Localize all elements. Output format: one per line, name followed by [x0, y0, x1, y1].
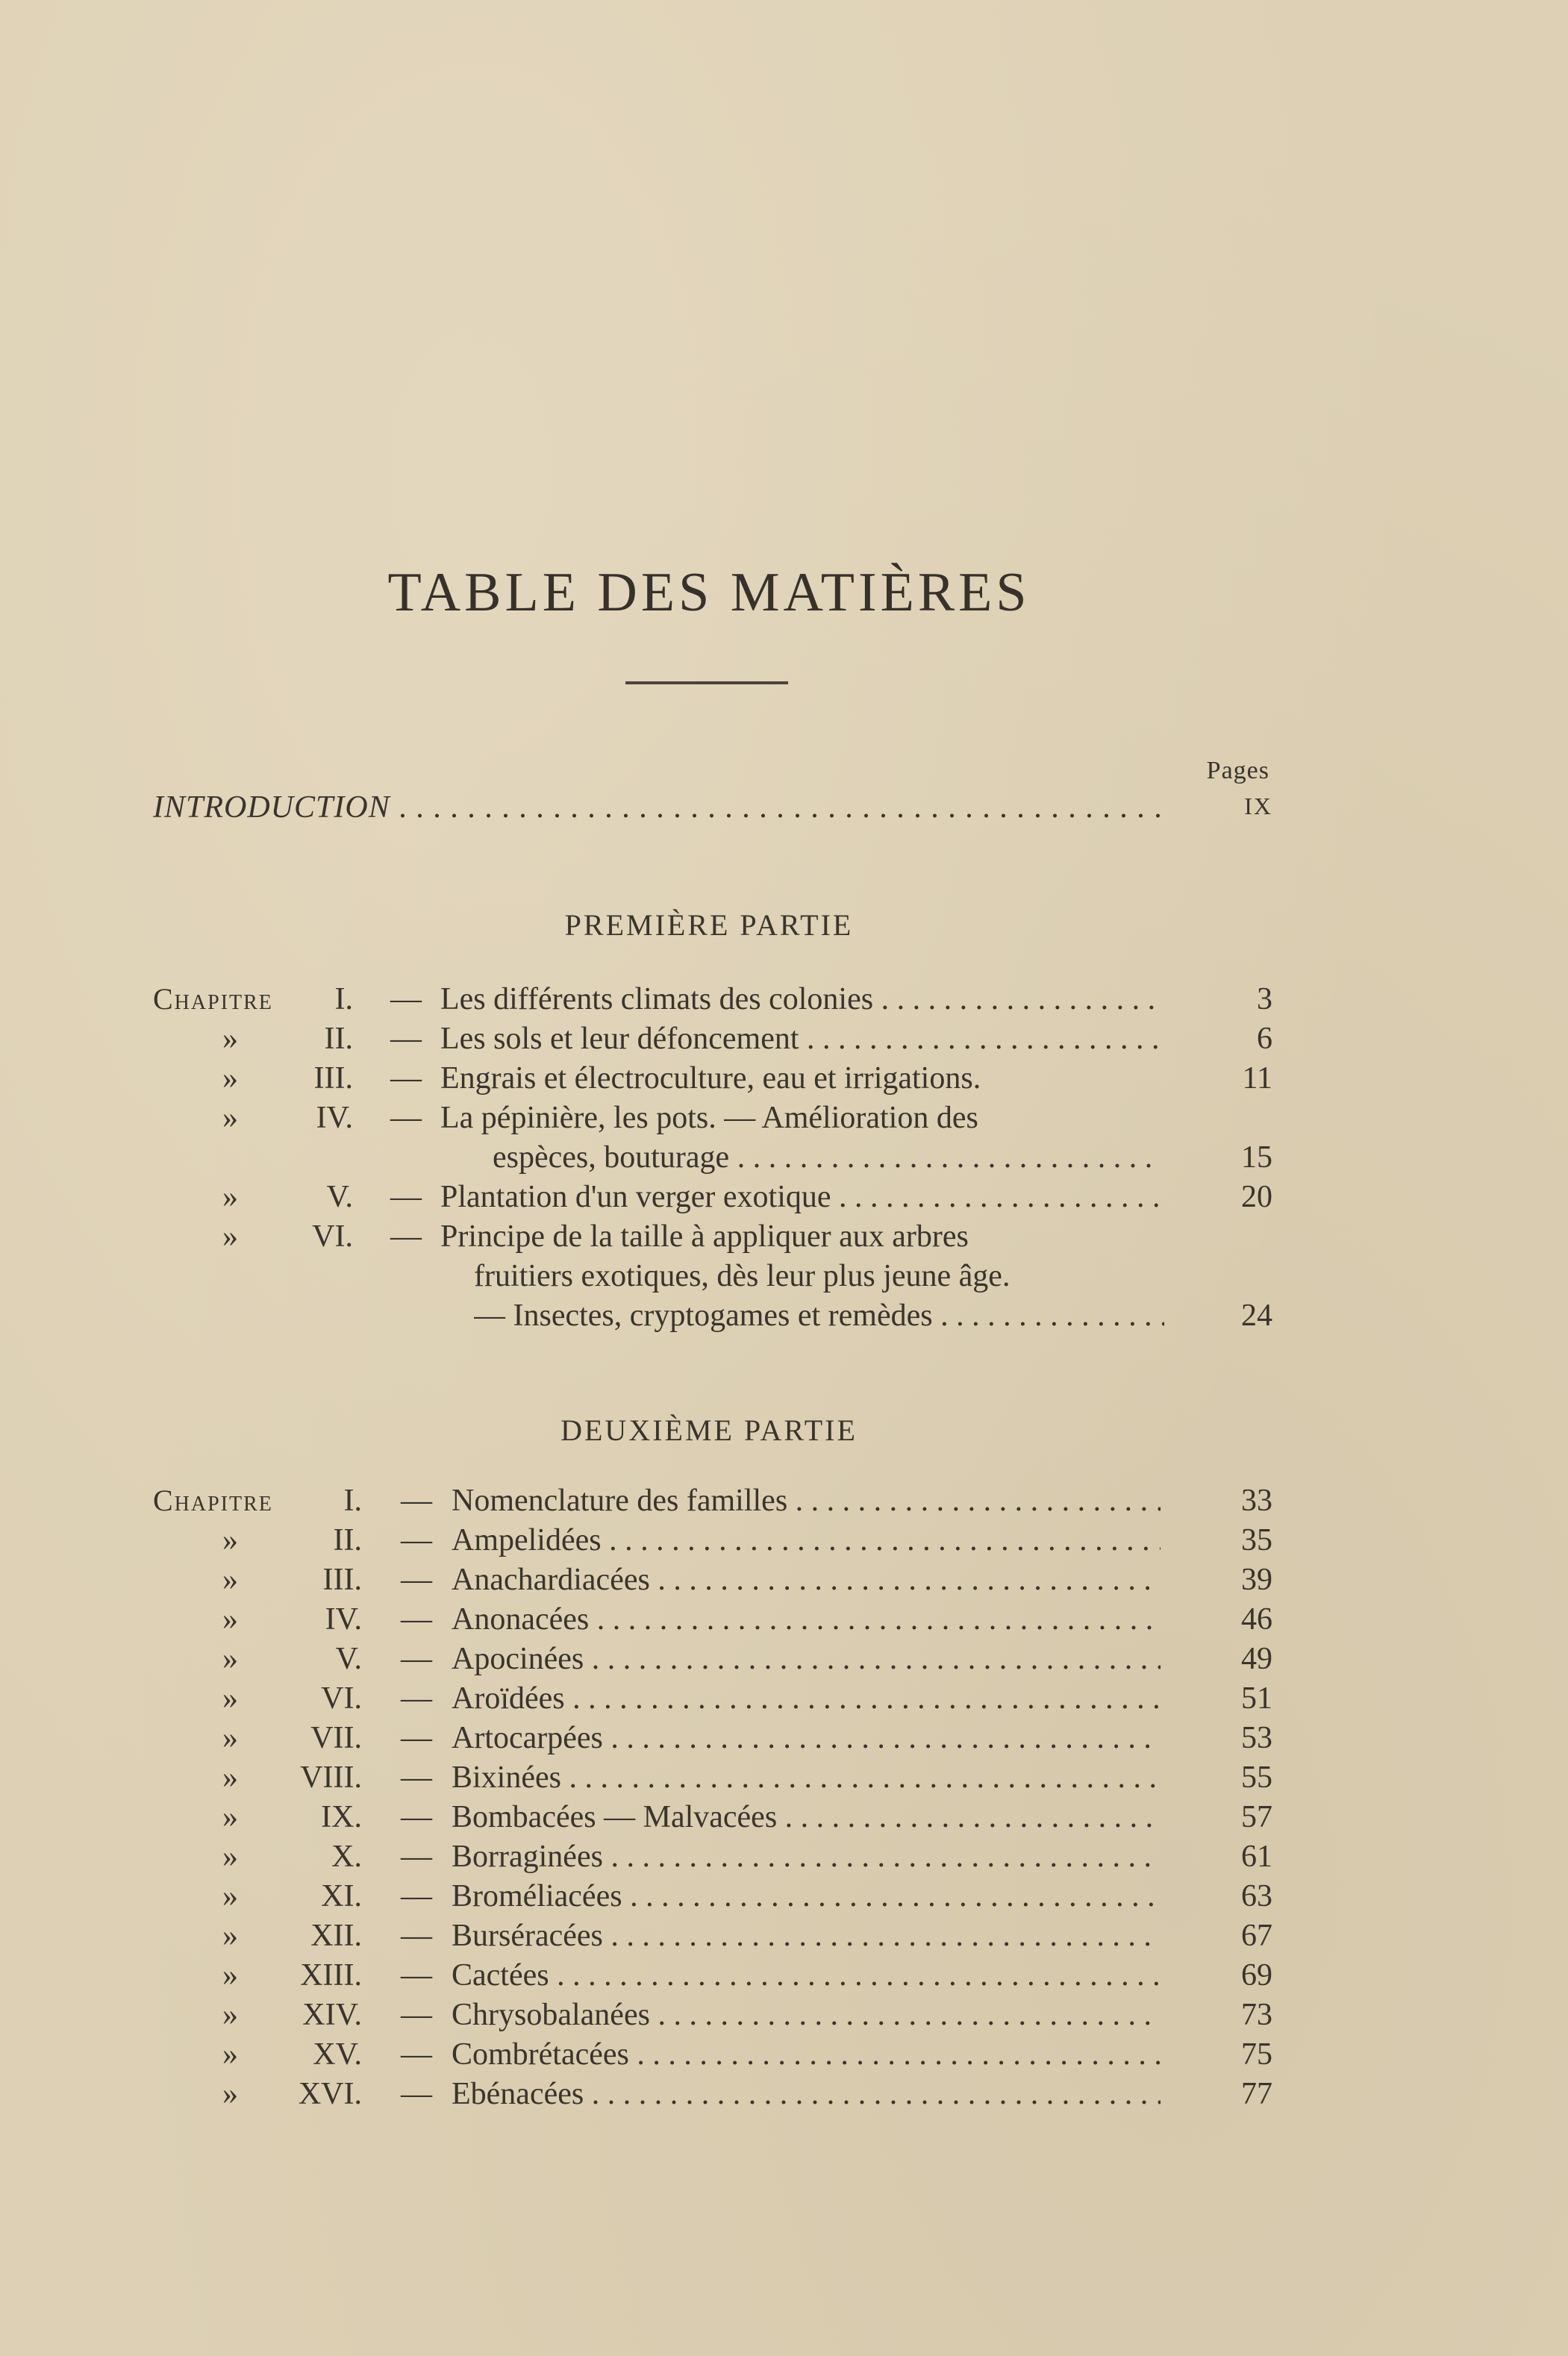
chapter-page: 35 [1241, 1523, 1272, 1557]
entry-dash: — [401, 1642, 432, 1676]
entry-dash: — [390, 982, 422, 1016]
entry-dash: — [401, 1919, 432, 1953]
chapter-page: 57 [1241, 1800, 1272, 1834]
pages-column-label: Pages [1206, 757, 1269, 784]
ditto-mark: » [222, 1721, 238, 1755]
ditto-mark: » [222, 1760, 238, 1795]
chapter-title: Bombacées — Malvacées . . . [452, 1798, 1161, 1837]
chapter-page: 55 [1241, 1760, 1272, 1795]
toc-entry [153, 1798, 1272, 1837]
chapter-numeral: V. [335, 1642, 362, 1676]
toc-entry [153, 1719, 1272, 1757]
toc-entry [153, 1996, 1272, 2034]
chapter-title: La pépinière, les pots. — Amélioration des [440, 1101, 978, 1135]
chapter-numeral: VI. [321, 1681, 362, 1716]
chapter-page: 69 [1241, 1958, 1272, 1993]
entry-dash: — [401, 1760, 432, 1795]
toc-entry [153, 1521, 1272, 1560]
ditto-mark: » [222, 1602, 238, 1637]
chapter-title: Artocarpées . . . [452, 1719, 1161, 1757]
toc-entry [153, 1837, 1272, 1876]
toc-entry-introduction [153, 790, 1272, 828]
toc-entry [153, 2075, 1272, 2113]
toc-entry [153, 2035, 1272, 2074]
chapter-numeral: III. [313, 1061, 353, 1096]
chapter-page: 51 [1241, 1681, 1272, 1716]
entry-dash: — [390, 1219, 422, 1254]
chapter-numeral: X. [331, 1840, 362, 1874]
ditto-mark: » [222, 1022, 238, 1056]
entry-dash: — [401, 1800, 432, 1834]
chapter-numeral: XI. [321, 1879, 362, 1913]
entry-dash: — [401, 1484, 432, 1518]
chapter-page: 46 [1241, 1602, 1272, 1637]
toc-entry [153, 1600, 1272, 1639]
toc-entry [153, 1099, 1272, 1137]
entry-dash: — [390, 1061, 422, 1096]
chapter-title-continued: — Insectes, cryptogames et remèdes . . . [474, 1296, 1164, 1335]
entry-dash: — [401, 1721, 432, 1755]
chapter-title: Combrétacées . . . [452, 2035, 1161, 2074]
chapter-title: Ampelidées . . . [452, 1521, 1161, 1560]
toc-entry [153, 1679, 1272, 1718]
chapter-numeral: XV. [313, 2037, 362, 2072]
chapter-title: Bixinées . . . [452, 1758, 1161, 1797]
chapter-numeral: II. [333, 1523, 362, 1557]
chapter-numeral: II. [324, 1022, 353, 1056]
chapter-page: 3 [1257, 982, 1272, 1016]
entry-dash: — [401, 2037, 432, 2072]
entry-dash: — [390, 1022, 422, 1056]
entry-dash: — [401, 1879, 432, 1913]
chapter-title: Nomenclature des familles . . . [452, 1481, 1161, 1520]
toc-entry [153, 1178, 1272, 1216]
chapter-numeral: XII. [310, 1919, 362, 1953]
entry-dash: — [401, 1681, 432, 1716]
toc-entry-continuation [153, 1257, 1272, 1296]
chapter-page: 75 [1241, 2037, 1272, 2072]
ditto-mark: » [222, 1642, 238, 1676]
chapter-page: 6 [1257, 1022, 1272, 1056]
ditto-mark: » [222, 1919, 238, 1953]
chapter-title: Engrais et électroculture, eau et irrigations. [440, 1061, 981, 1096]
part-heading-1: PREMIÈRE PARTIE [564, 908, 854, 942]
chapter-page: 33 [1241, 1484, 1272, 1518]
toc-entry [153, 1217, 1272, 1256]
toc-entry [153, 1640, 1272, 1678]
ditto-mark: » [222, 1958, 238, 1993]
chapter-numeral: XIV. [302, 1998, 362, 2032]
chapter-numeral: IX. [321, 1800, 362, 1834]
toc-entry [153, 1877, 1272, 1916]
chapter-title: Anonacées . . . [452, 1600, 1161, 1639]
chapter-title: Aroïdées . . . [452, 1679, 1161, 1718]
entry-dash: — [401, 1523, 432, 1557]
chapter-title: Burséracées . . . [452, 1916, 1161, 1955]
chapter-title: Cactées . . . [452, 1956, 1161, 1995]
chapter-title: Apocinées . . . [452, 1640, 1161, 1678]
ditto-mark: » [222, 1523, 238, 1557]
title-rule [625, 681, 788, 684]
chapter-numeral: III. [322, 1563, 362, 1597]
chapter-page: 11 [1242, 1061, 1272, 1096]
toc-entry-continuation [153, 1296, 1272, 1335]
chapter-page: 61 [1241, 1840, 1272, 1874]
chapter-word: Chapitre [153, 1484, 273, 1517]
ditto-mark: » [222, 1840, 238, 1874]
toc-entry [153, 1481, 1272, 1520]
toc-entry-continuation [153, 1138, 1272, 1177]
toc-entry [153, 1758, 1272, 1797]
chapter-page: 15 [1241, 1140, 1272, 1175]
entry-dash: — [401, 2077, 432, 2111]
chapter-numeral: IV. [325, 1602, 362, 1637]
chapter-page: 77 [1241, 2077, 1272, 2111]
chapter-word: Chapitre [153, 982, 273, 1016]
chapter-title: Anachardiacées . . . [452, 1560, 1161, 1599]
ditto-mark: » [222, 1879, 238, 1913]
chapter-numeral: IV. [316, 1101, 353, 1135]
toc-entry [153, 980, 1272, 1019]
chapter-title: Principe de la taille à appliquer aux arbres [440, 1219, 969, 1254]
chapter-numeral: XVI. [298, 2077, 362, 2111]
ditto-mark: » [222, 1180, 238, 1214]
introduction-page: IX [1244, 793, 1272, 819]
toc-entry [153, 1916, 1272, 1955]
chapter-numeral: XIII. [300, 1958, 362, 1993]
chapter-numeral: VI. [312, 1219, 353, 1254]
entry-dash: — [390, 1101, 422, 1135]
chapter-page: 53 [1241, 1721, 1272, 1755]
chapter-title: Plantation d'un verger exotique . . . [440, 1178, 1161, 1216]
chapter-page: 24 [1241, 1299, 1272, 1333]
ditto-mark: » [222, 1563, 238, 1597]
chapter-page: 49 [1241, 1642, 1272, 1676]
chapter-numeral: V. [326, 1180, 353, 1214]
chapter-title: Borraginées . . . [452, 1837, 1161, 1876]
ditto-mark: » [222, 1061, 238, 1096]
chapter-title-continued: espèces, bouturage . . . [493, 1138, 1161, 1177]
toc-entry [153, 1956, 1272, 1995]
chapter-page: 39 [1241, 1563, 1272, 1597]
entry-dash: — [401, 1563, 432, 1597]
part-heading-2: DEUXIÈME PARTIE [560, 1413, 858, 1447]
chapter-page: 67 [1241, 1919, 1272, 1953]
chapter-title-continued: fruitiers exotiques, dès leur plus jeune âge. [474, 1259, 1011, 1293]
ditto-mark: » [222, 1800, 238, 1834]
chapter-numeral: I. [334, 982, 353, 1016]
chapter-title: Les différents climats des colonies . . . [440, 980, 1161, 1019]
entry-dash: — [401, 1840, 432, 1874]
ditto-mark: » [222, 2037, 238, 2072]
entry-dash: — [401, 1958, 432, 1993]
ditto-mark: » [222, 1998, 238, 2032]
chapter-numeral: I. [343, 1484, 362, 1518]
entry-dash: — [401, 1998, 432, 2032]
chapter-title: Broméliacées . . . [452, 1877, 1161, 1916]
chapter-numeral: VIII. [300, 1760, 362, 1795]
chapter-title: Les sols et leur défoncement . . . [440, 1019, 1161, 1058]
chapter-numeral: VII. [310, 1721, 362, 1755]
chapter-page: 63 [1241, 1879, 1272, 1913]
ditto-mark: » [222, 2077, 238, 2111]
entry-dash: — [390, 1180, 422, 1214]
ditto-mark: » [222, 1219, 238, 1254]
entry-dash: — [401, 1602, 432, 1637]
toc-entry [153, 1560, 1272, 1599]
chapter-title: Chrysobalanées . . . [452, 1996, 1161, 2034]
chapter-page: 20 [1241, 1180, 1272, 1214]
page-title: TABLE DES MATIÈRES [387, 562, 1031, 623]
ditto-mark: » [222, 1681, 238, 1716]
chapter-title: Ebénacées . . . [452, 2075, 1161, 2113]
toc-entry [153, 1019, 1272, 1058]
introduction-label: INTRODUCTION . . . [153, 790, 1161, 825]
chapter-page: 73 [1241, 1998, 1272, 2032]
ditto-mark: » [222, 1101, 238, 1135]
toc-entry [153, 1059, 1272, 1098]
